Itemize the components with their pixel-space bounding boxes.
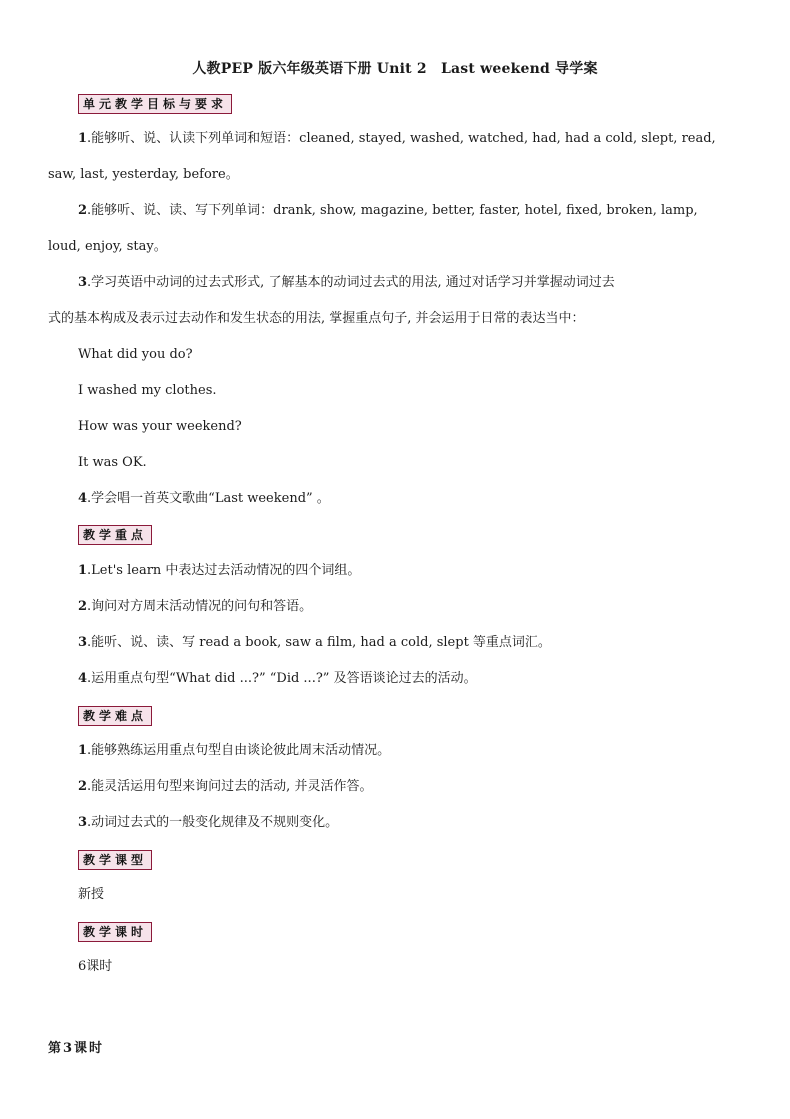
goal-3-line-2: 式的基本构成及表示过去动作和发生状态的用法, 掌握重点句子, 并会运用于日常的表达当中： bbox=[48, 311, 585, 326]
difficulty-2 bbox=[78, 777, 742, 797]
difficulty-3-number: 3 bbox=[78, 815, 88, 830]
document-title: 人教PEP 版六年级英语下册 Unit 2 Last weekend 导学案 bbox=[192, 61, 598, 77]
key-point-2-number: 2 bbox=[78, 599, 88, 614]
goal-1-line-2: saw, last, yesterday, before。 bbox=[48, 167, 239, 182]
goal-4-text: .学会唱一首英文歌曲“Last weekend” 。 bbox=[87, 491, 330, 506]
key-point-3-text: .能听、说、读、写 read a book, saw a film, had a cold, slept 等重点词汇。 bbox=[87, 635, 551, 650]
goal-1-number: 1 bbox=[78, 131, 88, 146]
key-point-3-number: 3 bbox=[78, 635, 88, 650]
key-point-4-text: .运用重点句型“What did ...?” “Did ...?” 及答语谈论过去的活动。 bbox=[87, 671, 477, 686]
difficulty-1-text: .能够熟练运用重点句型自由谈论彼此周末活动情况。 bbox=[87, 743, 391, 758]
goal-4-line-1 bbox=[78, 489, 742, 509]
key-point-1-number: 1 bbox=[78, 563, 88, 578]
key-point-3 bbox=[78, 633, 742, 653]
lesson-footer-label: 第3课时 bbox=[48, 1041, 105, 1056]
difficulty-2-text: .能灵活运用句型来询问过去的活动, 并灵活作答。 bbox=[87, 779, 373, 794]
section-tag-lesson-type: 教学课型 bbox=[78, 850, 152, 870]
goal-2-line-2: loud, enjoy, stay。 bbox=[48, 239, 167, 254]
difficulty-3-text: .动词过去式的一般变化规律及不规则变化。 bbox=[87, 815, 339, 830]
key-point-4-number: 4 bbox=[78, 671, 88, 686]
key-point-2 bbox=[78, 597, 742, 617]
section-tag-difficulties: 教学难点 bbox=[78, 706, 152, 726]
goal-2-line-1 bbox=[78, 201, 742, 221]
goal-3-number: 3 bbox=[78, 275, 88, 290]
section-tag-periods: 教学课时 bbox=[78, 922, 152, 942]
section-tag-key-points: 教学重点 bbox=[78, 525, 152, 545]
difficulty-3 bbox=[78, 813, 742, 833]
goal-3-text: .学习英语中动词的过去式形式, 了解基本的动词过去式的用法, 通过对话学习并掌握动词过去 bbox=[87, 275, 615, 290]
section-tag-goals: 单元教学目标与要求 bbox=[78, 94, 232, 114]
key-point-2-text: .询问对方周末活动情况的问句和答语。 bbox=[87, 599, 313, 614]
goal-4-number: 4 bbox=[78, 491, 88, 506]
example-sentence: I washed my clothes. bbox=[78, 383, 217, 398]
difficulty-2-number: 2 bbox=[78, 779, 88, 794]
periods-value: 6课时 bbox=[78, 959, 113, 974]
example-sentence: What did you do? bbox=[78, 347, 193, 362]
difficulty-1 bbox=[78, 741, 742, 761]
example-sentence: It was OK. bbox=[78, 455, 147, 470]
lesson-type-value: 新授 bbox=[78, 887, 105, 902]
key-point-4 bbox=[78, 669, 742, 689]
goal-3-line-1 bbox=[78, 273, 742, 293]
difficulty-1-number: 1 bbox=[78, 743, 88, 758]
key-point-1 bbox=[78, 561, 742, 581]
key-point-1-text: .Let's learn 中表达过去活动情况的四个词组。 bbox=[87, 563, 361, 578]
goal-1-line-1 bbox=[78, 129, 742, 149]
example-sentence: How was your weekend? bbox=[78, 419, 242, 434]
goal-1-text: .能够听、说、认读下列单词和短语：cleaned, stayed, washed, watched, had, had a cold, slept, read, bbox=[87, 131, 716, 146]
goal-2-number: 2 bbox=[78, 203, 88, 218]
goal-2-text: .能够听、说、读、写下列单词：drank, show, magazine, better, faster, hotel, fixed, broken, lamp, bbox=[87, 203, 698, 218]
